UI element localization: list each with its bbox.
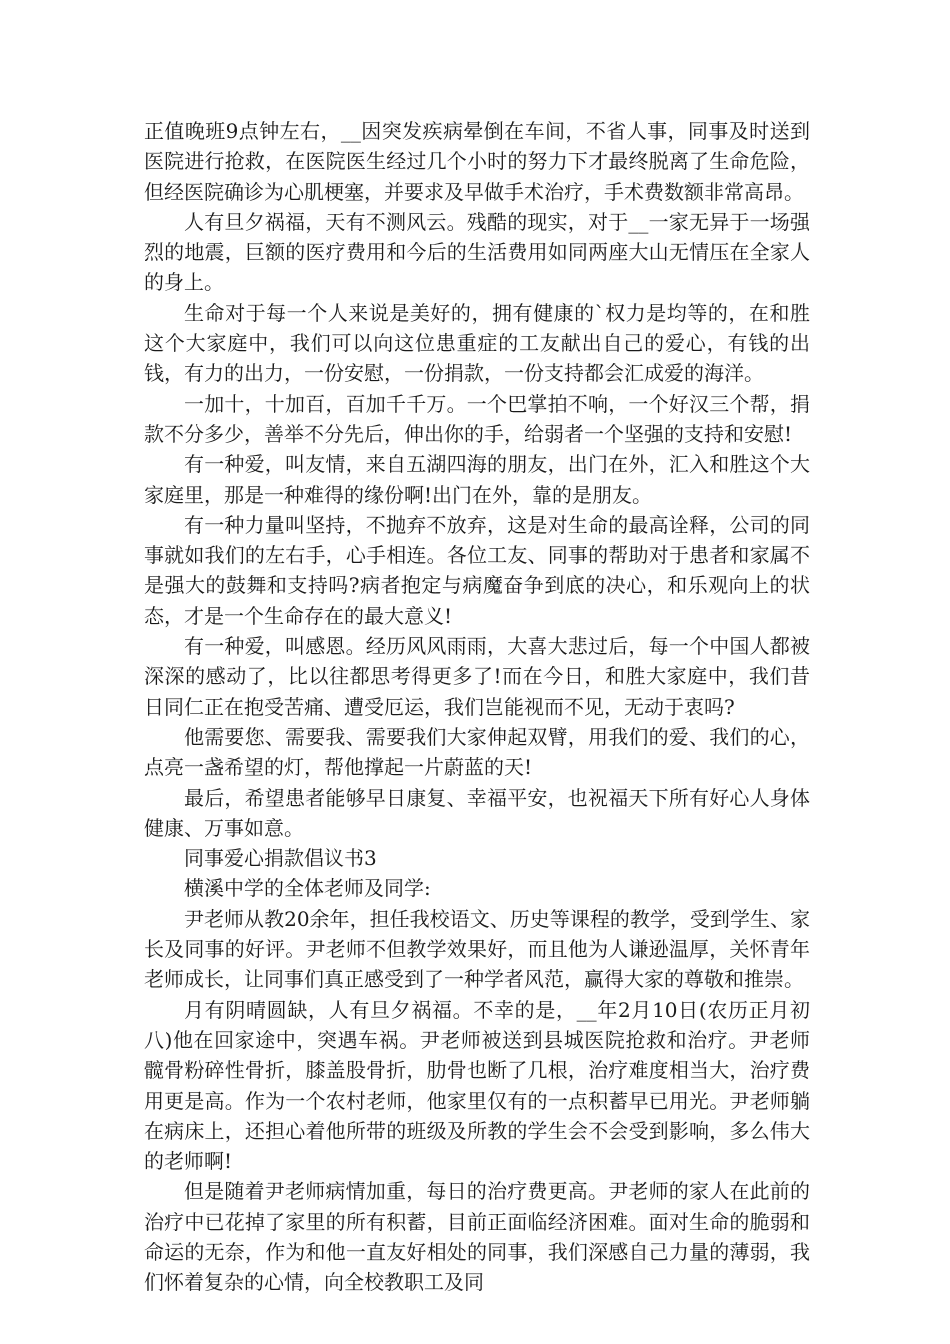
salutation: 横溪中学的全体老师及同学:	[184, 876, 431, 901]
paragraph: 月有阴晴圆缺，人有旦夕祸福。不幸的是，__年2月10日(农历正月初八)他在回家途中，突遇车祸。尹老师被送到县城医院抢救和治疗。尹老师髋骨粉碎性骨折，膝盖股骨折，肋骨也断了几根，治疗难度相当大，治疗费用更是高。作为一个农村老师，他家里仅有的一点积蓄早已用光。尹老师躺在病床上，还担心着他所带的班级及所教的学生会不会受到影响，多么伟大的老师啊!	[144, 997, 810, 1174]
paragraph: 有一种爱，叫感恩。经历风风雨雨，大喜大悲过后，每一个中国人都被深深的感动了，比以往都思考得更多了!而在今日，和胜大家庭中，我们昔日同仁正在抱受苦痛、遭受厄运，我们岂能视而不见，无动于衷吗?	[144, 634, 810, 719]
paragraph: 有一种爱，叫友情，来自五湖四海的朋友，出门在外，汇入和胜这个大家庭里，那是一种难得的缘份啊!出门在外，靠的是朋友。	[144, 452, 810, 507]
paragraph: 一加十，十加百，百加千千万。一个巴掌拍不响，一个好汉三个帮，捐款不分多少，善举不分先后，伸出你的手，给弱者一个坚强的支持和安慰!	[144, 391, 810, 446]
section-title: 同事爱心捐款倡议书3	[184, 846, 377, 871]
paragraph: 但是随着尹老师病情加重，每日的治疗费更高。尹老师的家人在此前的治疗中已花掉了家里的所有积蓄，目前正面临经济困难。面对生命的脆弱和命运的无奈，作为和他一直友好相处的同事，我们深感自己力量的薄弱，我们怀着复杂的心情，向全校教职工及同	[144, 1179, 810, 1295]
paragraph: 有一种力量叫坚持，不抛弃不放弃，这是对生命的最高诠释，公司的同事就如我们的左右手，心手相连。各位工友、同事的帮助对于患者和家属不是强大的鼓舞和支持吗?病者抱定与病魔奋争到底的决心，和乐观向上的状态，才是一个生命存在的最大意义!	[144, 512, 810, 628]
document-body	[144, 116, 810, 1298]
paragraph: 他需要您、需要我、需要我们大家伸起双臂，用我们的爱、我们的心，点亮一盏希望的灯，帮他撑起一片蔚蓝的天!	[144, 724, 810, 780]
paragraph: 生命对于每一个人来说是美好的，拥有健康的`权力是均等的，在和胜这个大家庭中，我们可以向这位患重症的工友献出自己的爱心，有钱的出钱，有力的出力，一份安慰，一份捐款，一份支持都会汇成爱的海洋。	[144, 300, 810, 386]
paragraph: 正值晚班9点钟左右，__因突发疾病晕倒在车间，不省人事，同事及时送到医院进行抢救，在医院医生经过几个小时的努力下才最终脱离了生命危险，但经医院确诊为心肌梗塞，并要求及早做手术治疗，手术费数额非常高昂。	[144, 119, 810, 204]
paragraph: 尹老师从教20余年，担任我校语文、历史等课程的教学，受到学生、家长及同事的好评。尹老师不但教学效果好，而且他为人谦逊温厚，关怀青年老师成长，让同事们真正感受到了一种学者风范，赢得大家的尊敬和推崇。	[144, 906, 810, 992]
paragraph: 最后，希望患者能够早日康复、幸福平安，也祝福天下所有好心人身体健康、万事如意。	[144, 785, 810, 840]
paragraph: 人有旦夕祸福，天有不测风云。残酷的现实，对于__一家无异于一场强烈的地震，巨额的医疗费用和今后的生活费用如同两座大山无情压在全家人的身上。	[144, 209, 810, 295]
